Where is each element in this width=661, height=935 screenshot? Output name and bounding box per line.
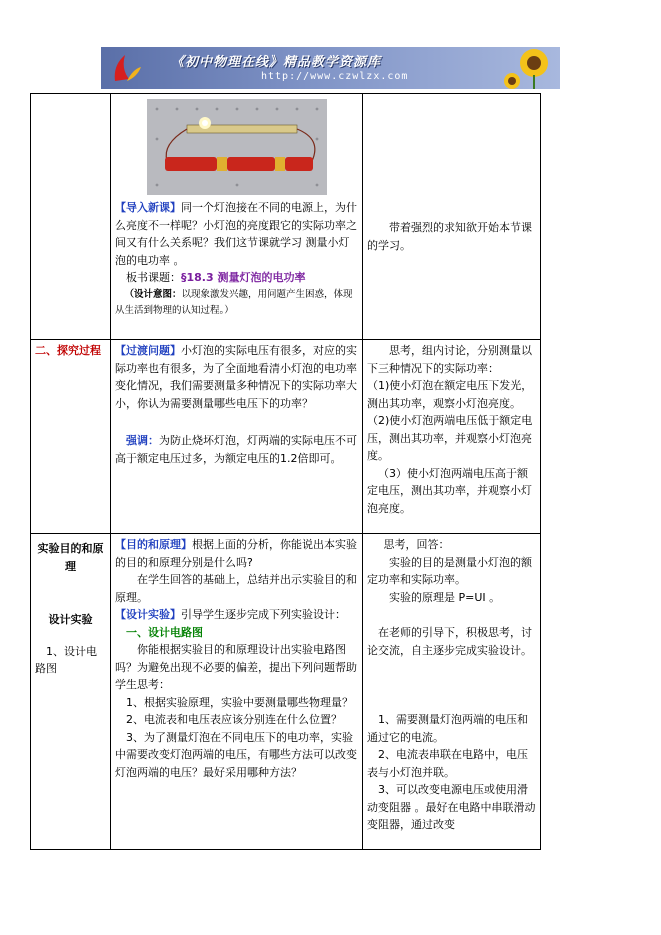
student-start: 带着强烈的求知欲开始本节课的学习。	[367, 221, 532, 252]
row1-label-cell	[31, 94, 111, 340]
banner-url[interactable]: http://www.czwlzx.com	[261, 71, 409, 82]
row2-teacher-cell	[111, 340, 363, 534]
design-intent-label: （设计意图：	[124, 288, 182, 300]
question-2: 2、电流表和电压表应该分别连在什么位置？	[126, 713, 342, 726]
table-row	[31, 340, 541, 534]
intro-text: 同一个灯泡接在不同的电源上，为什么亮度不一样呢？小灯泡的亮度跟它的实际功率之间又有什么关系呢？我们这节课就学习 测量小灯泡的电功率 。	[115, 201, 357, 267]
row2-label-cell	[31, 340, 111, 534]
label-design: 设计实验	[48, 613, 93, 626]
label-circuit: 1、设计电路图	[35, 644, 97, 675]
section-title: 二、探究过程	[35, 344, 101, 357]
intro-label: 【导入新课】	[115, 201, 181, 214]
answer-1: 1、需要测量灯泡两端的电压和通过它的电流。	[367, 713, 528, 744]
question-3: 3、为了测量灯泡在不同电压下的电功率，实验中需要改变灯泡两端的电压，有哪些方法可以改变灯泡两端的电压？最好采用哪种方法？	[115, 730, 357, 779]
lesson-plan-table	[30, 93, 541, 850]
student-purpose: 实验的目的是测量小灯泡的额定功率和实际功率。	[367, 555, 532, 586]
row3-label-cell	[31, 534, 111, 850]
design-label: 【设计实验】	[115, 608, 181, 621]
row1-teacher-cell	[111, 94, 363, 340]
label-purpose: 实验目的和原理	[37, 542, 104, 573]
student-answer: 思考，回答：	[383, 538, 450, 551]
lamp-circuit-image	[147, 99, 327, 195]
student-think: 思考，组内讨论，分别测量以下三种情况下的实际功率：	[367, 344, 532, 375]
student-case-3: （3）使小灯泡两端电压高于额定电压，测出其功率，并观察小灯泡亮度。	[367, 466, 532, 515]
answer-3: 3、可以改变电源电压或使用滑动变阻器 。最好在电路中串联滑动变阻器，通过改变	[367, 783, 536, 831]
lamp-circuit-photo	[147, 99, 327, 195]
transition-label: 【过渡问题】	[115, 344, 181, 357]
question-1: 1、根据实验原理，实验中要测量哪些物理量？	[126, 695, 353, 709]
row2-student-cell	[363, 340, 541, 534]
row3-teacher-cell	[111, 534, 363, 850]
emphasis-label: 强调：	[126, 434, 159, 447]
banner-title: 《初中物理在线》精品教学资源库	[171, 55, 382, 70]
answer-2: 2、电流表串联在电路中，电压表与小灯泡并联。	[367, 748, 528, 779]
student-guide: 在老师的引导下，积极思考，讨论交流，自主逐步完成实验设计。	[367, 626, 532, 657]
board-label: 板书课题：	[126, 271, 181, 284]
emphasis-text: 为防止烧坏灯泡，灯两端的实际电压不可高于额定电压过多，为额定电压的1.2倍即可。	[115, 434, 357, 465]
purpose-text: 根据上面的分析，你能说出本实验的目的和原理分别是什么吗?	[115, 538, 357, 569]
logo-icon	[111, 51, 143, 85]
row3-student-cell	[363, 534, 541, 850]
circuit-text: 你能根据实验目的和原理设计出实验电路图吗？为避免出现不必要的偏差，提出下列问题帮助学生思考：	[115, 643, 357, 691]
purpose-label: 【目的和原理】	[115, 538, 192, 551]
table-row	[31, 534, 541, 850]
circuit-heading: 一、设计电路图	[126, 625, 203, 639]
row1-student-cell	[363, 94, 541, 340]
design-intent-text: 以现象激发兴趣，用问题产生困惑，体现从生活到物理的认知过程。）	[115, 288, 353, 316]
table-row	[31, 94, 541, 340]
board-topic: §18.3 测量灯泡的电功率	[181, 271, 306, 284]
transition-text: 小灯泡的实际电压有很多，对应的实际功率也有很多，为了全面地看清小灯泡的电功率变化情况，我们需要测量多种情况下的实际功率大小，你认为需要测量哪些电压下的功率？	[115, 344, 357, 410]
student-case-2: （2)使小灯泡两端电压低于额定电压，测出其功率，并观察小灯泡亮度。	[367, 414, 533, 462]
design-text: 引导学生逐步完成下列实验设计：	[181, 608, 346, 621]
sunflower-icon	[504, 47, 554, 89]
student-case-1: （1)使小灯泡在额定电压下发光，测出其功率，观察小灯泡亮度。	[367, 379, 533, 410]
purpose-summary: 在学生回答的基础上，总结并出示实验目的和原理。	[115, 573, 357, 604]
student-principle: 实验的原理是 P=UI 。	[389, 590, 501, 604]
header-banner	[101, 47, 560, 89]
